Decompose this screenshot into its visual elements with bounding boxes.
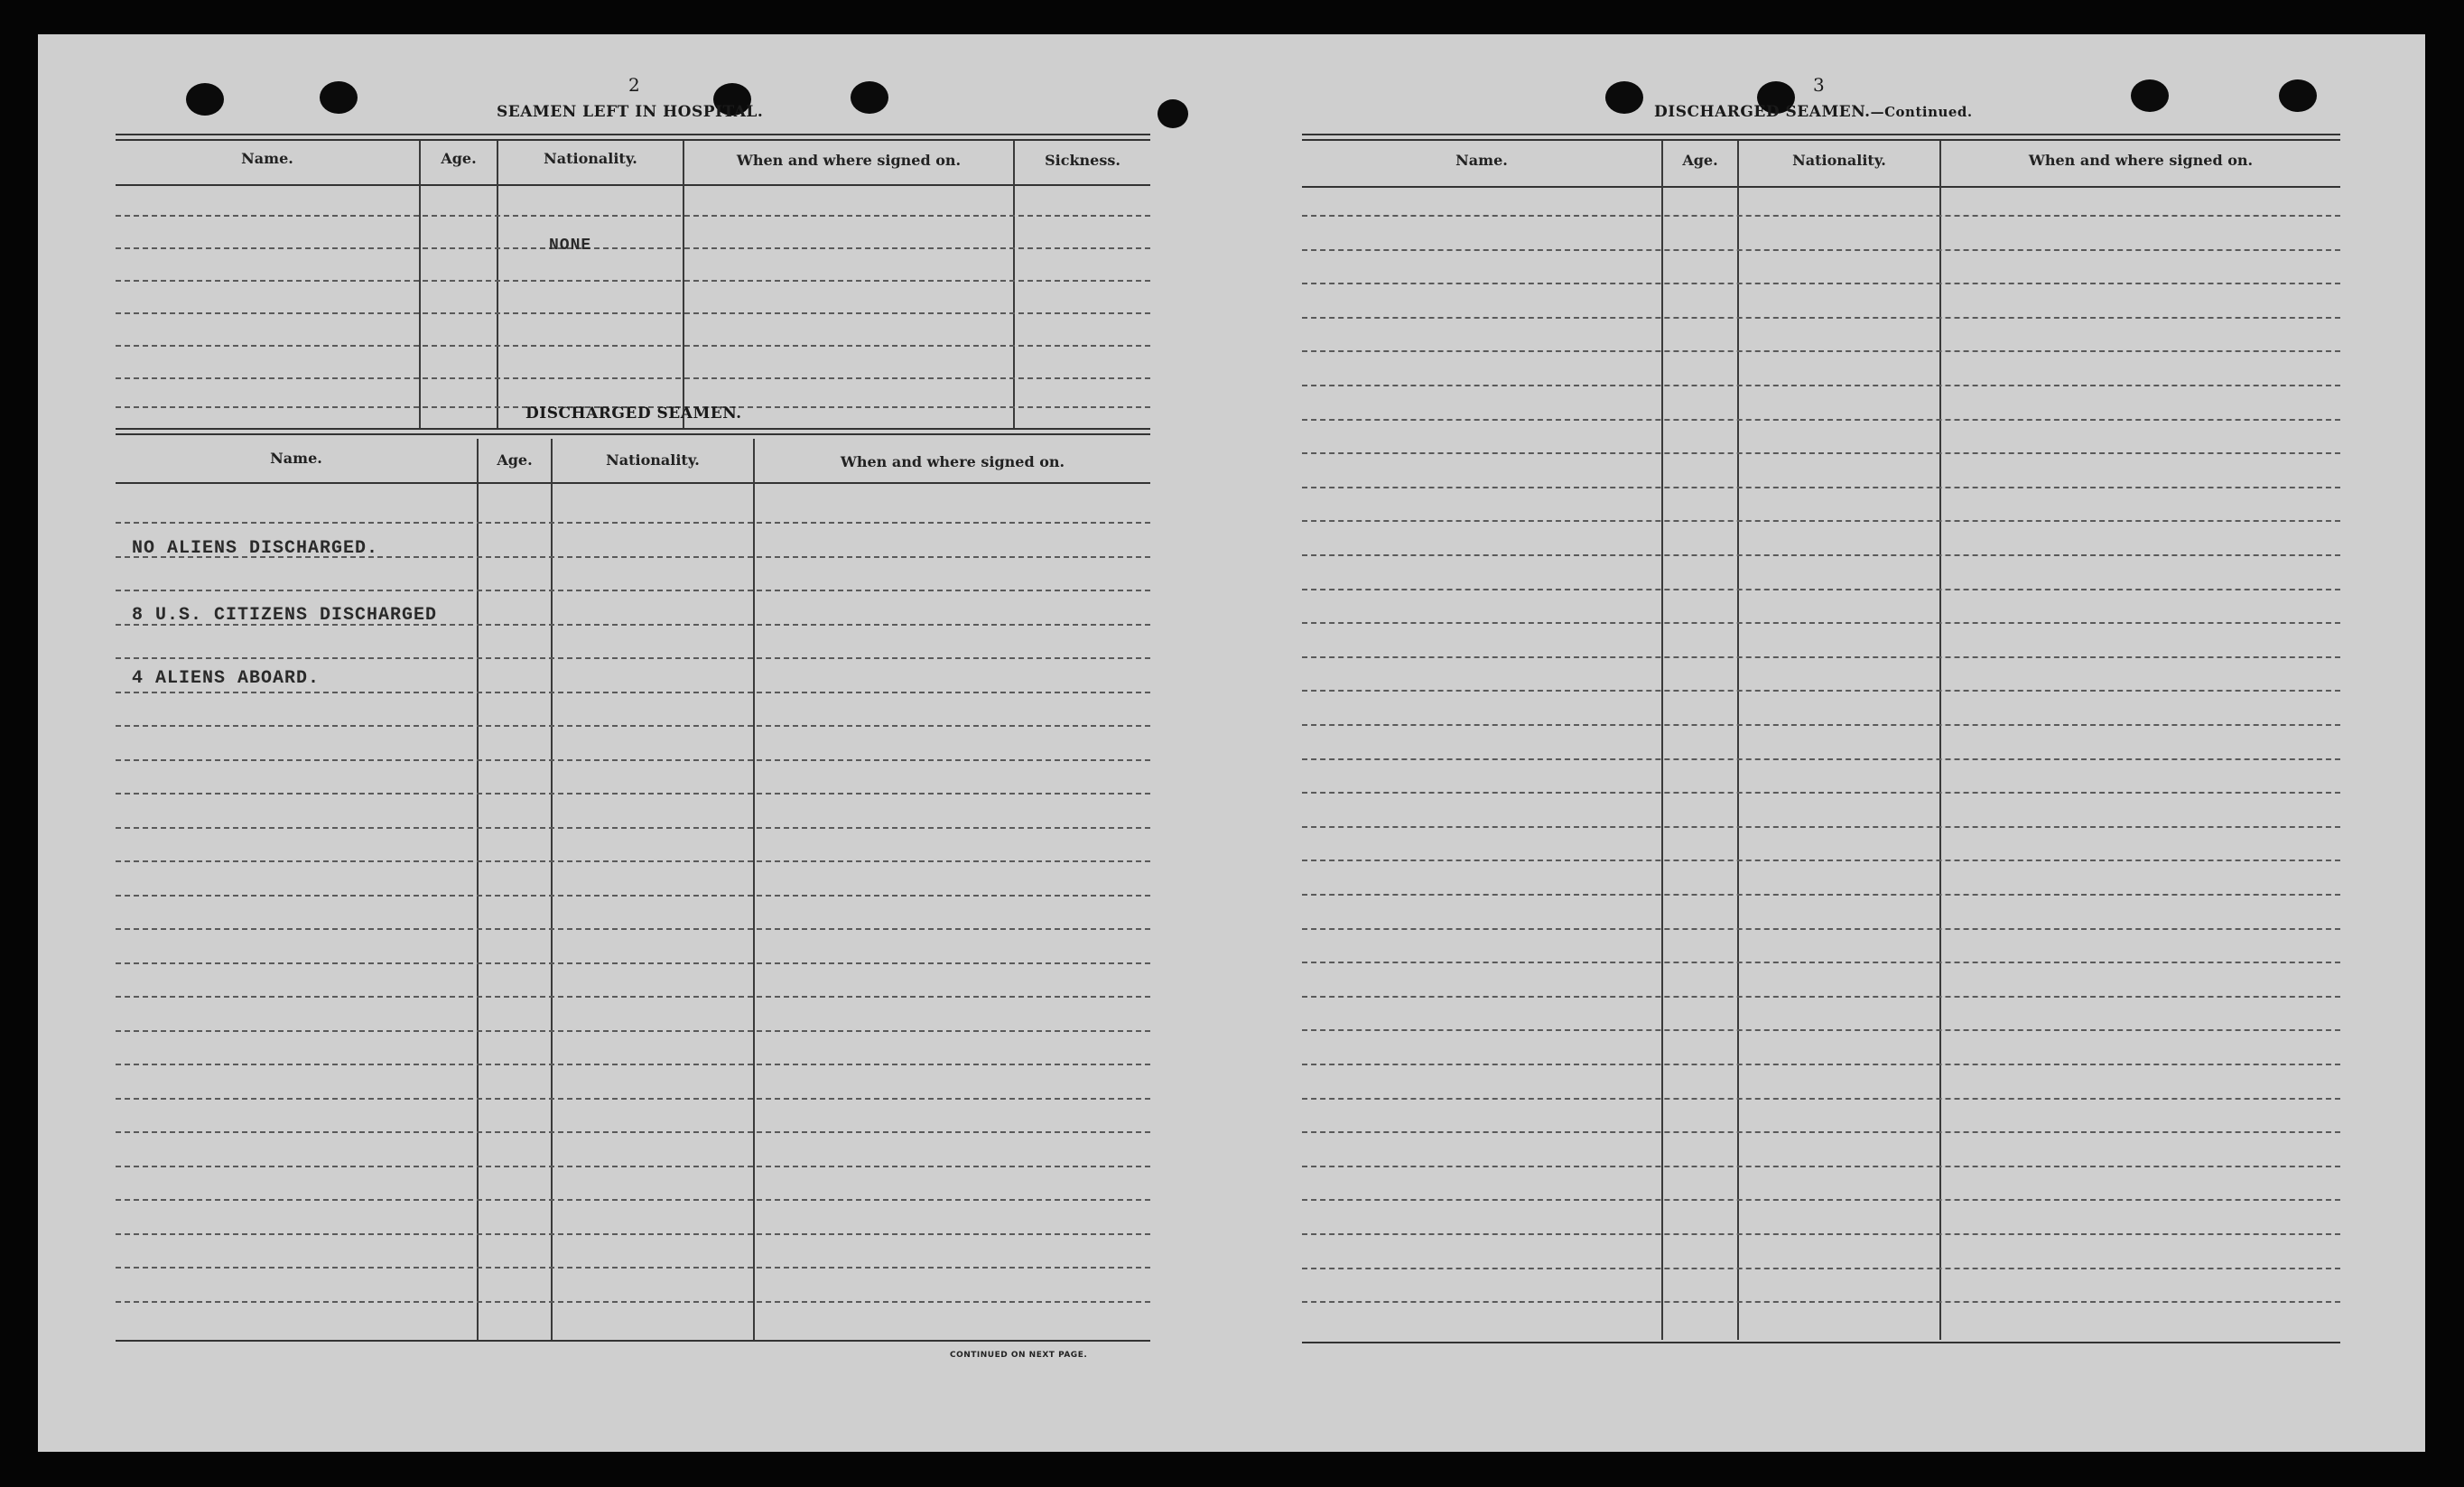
table-row-line [1302, 520, 2340, 522]
table-row-line [116, 962, 1150, 964]
table-row-line [1302, 826, 2340, 828]
table-row-line [116, 1267, 1150, 1269]
table-bottom-rule [1302, 1342, 2340, 1343]
table-row-line [116, 895, 1150, 897]
table-row-line [1302, 1301, 2340, 1303]
table-row-line [1302, 1064, 2340, 1065]
table-row-line [1302, 860, 2340, 861]
table-row-line [1302, 452, 2340, 454]
punch-hole [1158, 99, 1188, 128]
punch-hole [851, 81, 888, 114]
column-divider [497, 141, 498, 428]
column-divider [1939, 141, 1941, 1340]
table-row-line [116, 377, 1150, 379]
table-row-line [116, 1098, 1150, 1100]
punch-hole [2279, 79, 2317, 112]
column-divider [1737, 141, 1739, 1340]
right-title-suffix: —Continued. [1870, 104, 1973, 120]
table-row-line [1302, 962, 2340, 963]
discharged-entry: NO ALIENS DISCHARGED. [132, 538, 379, 559]
rule [1302, 134, 2340, 135]
table-row-line [116, 692, 1150, 693]
table-row-line [1302, 554, 2340, 556]
discharged-entry: 4 ALIENS ABOARD. [132, 668, 321, 689]
table-row-line [1302, 385, 2340, 386]
table-row-line [1302, 1131, 2340, 1133]
continued-footer: CONTINUED ON NEXT PAGE. [950, 1351, 1088, 1360]
page-number: 3 [1813, 74, 1825, 96]
table-row-line [116, 928, 1150, 930]
table-row-line [116, 827, 1150, 829]
punch-hole [1605, 81, 1643, 114]
punch-hole [320, 81, 358, 114]
table-row-line [116, 1199, 1150, 1201]
table-row-line [1302, 1233, 2340, 1235]
hospital-col-name: Name. [241, 150, 293, 167]
table-row-line [116, 860, 1150, 862]
table-row-line [116, 759, 1150, 761]
column-divider [753, 439, 755, 1342]
table-row-line [1302, 758, 2340, 760]
rule [116, 433, 1150, 435]
right-col-age: Age. [1682, 152, 1718, 169]
table-row-line [1302, 589, 2340, 590]
table-row-line [116, 725, 1150, 727]
discharged-entry: 8 U.S. CITIZENS DISCHARGED [132, 605, 438, 626]
table-row-line [1302, 1166, 2340, 1167]
column-divider [419, 141, 421, 428]
table-row-line [1302, 350, 2340, 352]
table-row-line [116, 996, 1150, 998]
table-row-line [1302, 792, 2340, 794]
column-divider [683, 141, 684, 428]
discharged-col-signed-on: When and where signed on. [840, 453, 1065, 470]
table-row-line [1302, 283, 2340, 284]
table-row-line [116, 312, 1150, 314]
table-row-line [1302, 724, 2340, 726]
table-row-line [116, 1131, 1150, 1133]
table-row-line [1302, 487, 2340, 488]
table-row-line [116, 1166, 1150, 1167]
table-row-line [1302, 1199, 2340, 1201]
right-col-name: Name. [1455, 152, 1508, 169]
table-row-line [116, 345, 1150, 347]
hospital-col-sickness: Sickness. [1045, 152, 1120, 169]
rule [116, 139, 1150, 141]
table-row-line [116, 793, 1150, 795]
header-underline [116, 184, 1150, 186]
hospital-section-title: SEAMEN LEFT IN HOSPITAL. [497, 103, 764, 121]
hospital-col-nationality: Nationality. [544, 150, 637, 167]
header-underline [116, 482, 1150, 484]
table-row-line [116, 1030, 1150, 1032]
table-row-line [1302, 928, 2340, 930]
table-row-line [116, 657, 1150, 659]
column-divider [551, 439, 553, 1342]
table-row-line [1302, 996, 2340, 998]
right-col-signed-on: When and where signed on. [2028, 152, 2254, 169]
table-row-line [1302, 1029, 2340, 1031]
table-row-line [1302, 317, 2340, 319]
rule [116, 428, 1150, 430]
table-row-line [116, 590, 1150, 591]
table-row-line [1302, 894, 2340, 896]
table-row-line [116, 1233, 1150, 1235]
column-divider [1661, 141, 1663, 1340]
table-row-line [116, 1301, 1150, 1303]
table-row-line [1302, 215, 2340, 217]
table-row-line [1302, 690, 2340, 692]
table-row-line [116, 522, 1150, 524]
table-row-line [1302, 1268, 2340, 1269]
table-row-line [116, 280, 1150, 282]
table-row-line [116, 1064, 1150, 1065]
hospital-col-age: Age. [441, 150, 477, 167]
header-underline [1302, 186, 2340, 188]
hospital-col-signed-on: When and where signed on. [736, 152, 962, 169]
right-col-nationality: Nationality. [1792, 152, 1886, 169]
table-row-line [116, 215, 1150, 217]
discharged-section-title: DISCHARGED SEAMEN. [525, 404, 742, 423]
punch-hole [2131, 79, 2169, 112]
column-divider [1013, 141, 1015, 428]
rule [1302, 139, 2340, 141]
rule [116, 134, 1150, 135]
column-divider [477, 439, 479, 1342]
right-section-title [1654, 103, 1973, 121]
table-row-line [1302, 419, 2340, 421]
table-row-line [1302, 622, 2340, 624]
page-number: 2 [628, 74, 640, 96]
table-row-line [1302, 249, 2340, 251]
table-bottom-rule [116, 1340, 1150, 1342]
discharged-col-nationality: Nationality. [606, 451, 700, 469]
right-title-main: DISCHARGED SEAMEN. [1654, 103, 1871, 121]
table-row-line [1302, 656, 2340, 658]
discharged-col-name: Name. [270, 450, 322, 467]
table-row-line [1302, 1098, 2340, 1100]
punch-hole [186, 83, 224, 116]
document-sheet [38, 34, 2425, 1452]
table-row-line [116, 247, 1150, 249]
hospital-entry-none: NONE [549, 237, 592, 255]
discharged-col-age: Age. [497, 451, 533, 469]
